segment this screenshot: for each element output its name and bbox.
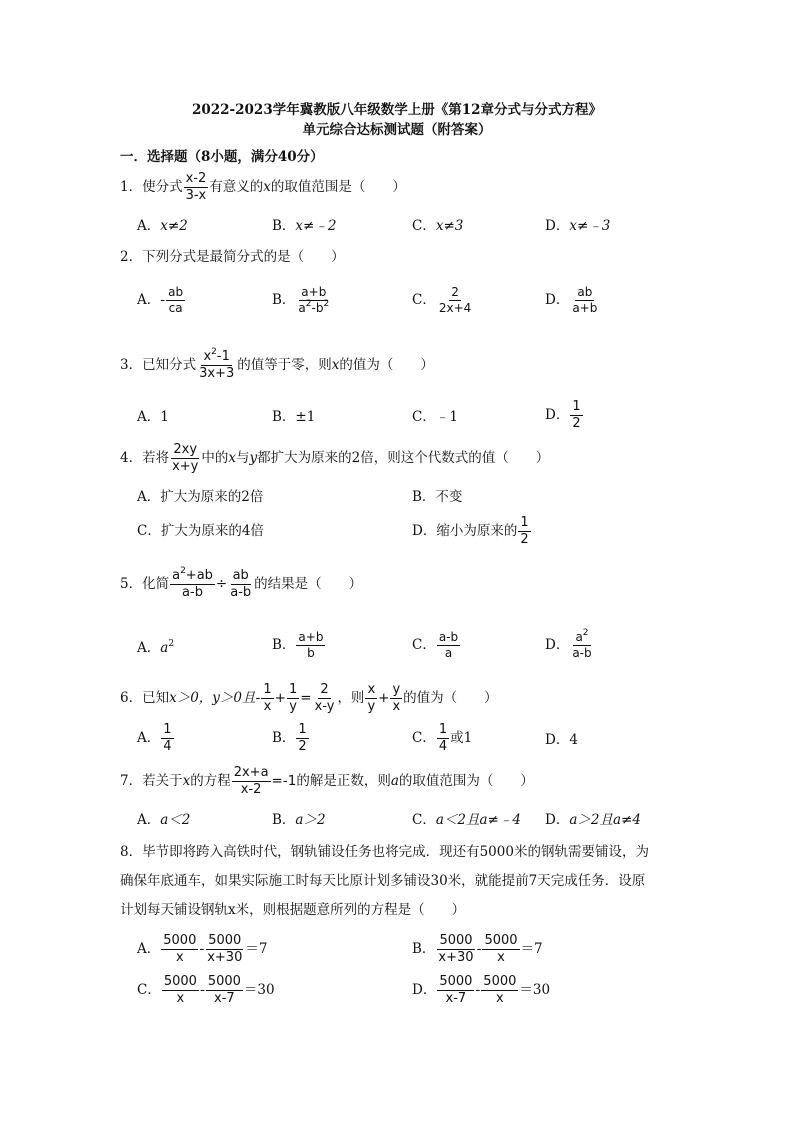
q2-option-a-fraction [166, 285, 185, 316]
q3-option-c[interactable] [412, 408, 458, 426]
q8-option-d-label: D． [412, 982, 437, 998]
q3-option-c-label: C． [412, 409, 436, 425]
q3-option-a[interactable] [137, 408, 169, 426]
q1-number: 1． [120, 179, 143, 195]
q6-f1-num: 1 [263, 682, 272, 697]
q4-option-d[interactable] [412, 515, 532, 548]
q4-option-d-label: D． [412, 523, 437, 539]
q3-post: 的值等于零，则 [237, 357, 332, 373]
q6-plus2: + [378, 690, 390, 706]
q5-b-den: b [307, 646, 315, 660]
q4-var-y: y [249, 450, 258, 466]
q4-option-a-label: A． [137, 489, 161, 505]
question-1 [120, 171, 406, 204]
q7-mid: 的方程 [190, 773, 231, 789]
q5-option-a-text: a [160, 640, 169, 656]
q4-mid: 中的 [201, 450, 229, 466]
q5-option-c-label: C． [412, 637, 436, 653]
q5-d-num-exp: 2 [582, 628, 589, 638]
q8-c-fraction-1 [162, 974, 199, 1007]
q3-var: x [331, 357, 340, 373]
q8-a-d2: x+30 [207, 950, 243, 965]
q5-fraction-2 [228, 568, 253, 601]
q5-d-den: a-b [572, 646, 592, 660]
q5-pre: 化简 [142, 576, 170, 592]
q6-f2-num: 1 [288, 682, 298, 697]
question-2: 2．下列分式是最简分式的是（ ） [120, 249, 345, 265]
q3-option-d[interactable] [545, 399, 584, 432]
q2-c-num: 2 [451, 285, 459, 299]
q3-number: 3． [120, 357, 143, 373]
q3-fraction [197, 349, 236, 382]
q7-number: 7． [120, 773, 143, 789]
title-line-2: 单元综合达标测试题（附答案） [302, 122, 492, 138]
q3-d-den: 2 [572, 416, 581, 431]
q6-f5-num: y [392, 682, 401, 697]
q2-d-num: ab [577, 285, 593, 299]
q7-pre: 若关于 [142, 773, 183, 789]
q3-option-d-fraction [570, 399, 582, 432]
q6-f1-den: x [263, 699, 272, 714]
q8-c-n2: 5000 [207, 974, 241, 989]
q6-plus: + [274, 690, 286, 706]
q3-option-b-label: B． [272, 409, 296, 425]
q3-option-b-text: ±1 [295, 409, 316, 425]
q5-f1-den: a-b [182, 585, 203, 600]
q6-eq: = [300, 690, 312, 706]
q8-b-n2: 5000 [484, 933, 518, 948]
q2-option-b[interactable] [272, 285, 332, 316]
q6-a-den: 4 [163, 739, 172, 754]
q1-var: x [263, 179, 271, 195]
q8-d-n1: 5000 [439, 974, 473, 989]
q1-option-c[interactable] [412, 217, 463, 235]
q6-f2-den: y [289, 699, 297, 714]
q3-num-a: x [203, 349, 212, 364]
q6-option-b[interactable] [272, 722, 310, 755]
q6-option-b-fraction [296, 722, 308, 755]
q8-a-fraction-2 [205, 933, 244, 966]
q3-option-c-text: ﹣1 [435, 409, 458, 425]
q4-post: 都扩大为原来的2倍，则这个代数式的值（ ） [257, 450, 550, 466]
q6-option-c-fraction [437, 722, 449, 755]
q6-option-c-suffix: 或1 [450, 730, 473, 746]
q6-option-a-fraction [161, 722, 173, 755]
q6-b-num: 1 [298, 722, 307, 737]
q7-option-b[interactable] [272, 811, 326, 829]
q3-num-exp: 2 [211, 347, 217, 357]
q8-b-fraction-1 [436, 933, 475, 966]
q1-fraction [184, 171, 209, 204]
q6-option-b-label: B． [272, 730, 296, 746]
q4-option-d-text: 缩小为原来的 [436, 523, 518, 539]
q7-option-a-label: A． [137, 812, 161, 828]
q7-eq: =-1 [271, 773, 297, 789]
q2-a-den: ca [168, 301, 183, 315]
q5-option-a-label: A． [137, 640, 161, 656]
q1-frac-num: x-2 [185, 171, 207, 186]
q1-option-b-label: B． [272, 218, 296, 234]
q5-f1-num [170, 568, 215, 585]
q6-option-c[interactable] [412, 722, 472, 755]
q2-b-den-mid: -b [311, 301, 324, 315]
q8-option-b-label: B． [412, 941, 436, 957]
q5-f2-num: ab [232, 568, 249, 583]
q7-post2: 的取值范围为（ ） [398, 773, 534, 789]
q8-b-op: - [476, 941, 482, 957]
q8-c-d1: x [176, 991, 185, 1006]
q1-option-d-label: D． [545, 218, 570, 234]
q6-b-den: 2 [298, 739, 307, 754]
q1-post2: 的取值范围是（ ） [270, 179, 406, 195]
q8-c-fraction-2 [206, 974, 243, 1007]
q5-option-a-exp: 2 [168, 639, 175, 649]
q5-option-b-label: B． [272, 637, 296, 653]
q5-option-d-fraction [570, 630, 593, 661]
q7-option-a[interactable] [137, 811, 190, 829]
q2-b-den-exp2: 2 [323, 299, 330, 309]
q1-option-c-text: x≠3 [435, 218, 464, 234]
q5-f1-num-b: +ab [185, 568, 213, 583]
q2-option-d[interactable] [545, 285, 600, 316]
q5-option-b[interactable] [272, 630, 326, 661]
q5-c-den: a [444, 646, 453, 660]
q4-var-x: x [228, 450, 236, 466]
q6-option-d[interactable] [545, 731, 578, 749]
q7-option-a-text: a＜2 [160, 812, 191, 828]
q4-option-c-label: C． [137, 523, 161, 539]
q6-neg: - [255, 690, 261, 706]
q8-option-a-label: A． [137, 941, 161, 957]
q5-c-num: a-b [438, 630, 459, 644]
question-7 [120, 765, 534, 798]
q8-c-rhs: ＝30 [243, 982, 275, 998]
q7-fraction [232, 765, 271, 798]
q2-a-num: ab [168, 285, 184, 299]
q6-fraction-3 [313, 682, 337, 715]
q8-c-op: - [199, 982, 205, 998]
q3-frac-den: 3x+3 [199, 366, 235, 381]
q2-b-den [296, 301, 331, 316]
q8-option-a[interactable] [137, 933, 267, 966]
q1-option-a-text: x≠2 [160, 218, 188, 234]
q6-c-den: 4 [438, 739, 448, 754]
q8-c-n1: 5000 [163, 974, 197, 989]
q5-b-num: a+b [298, 630, 324, 644]
q7-option-b-text: a＞2 [295, 812, 326, 828]
q5-option-a[interactable] [137, 639, 174, 657]
q5-f1-num-a: a [172, 568, 181, 583]
q6-option-d-label: D． [545, 732, 570, 748]
q6-option-a[interactable] [137, 722, 175, 755]
q5-number: 5． [120, 576, 143, 592]
q8-d-rhs: ＝30 [519, 982, 551, 998]
q6-then: ，则 [337, 690, 365, 706]
q7-option-b-label: B． [272, 812, 296, 828]
q2-option-b-label: B． [272, 292, 296, 308]
q1-option-d[interactable] [545, 217, 610, 235]
q5-option-c-fraction [437, 630, 460, 661]
q1-option-d-text: x≠﹣3 [569, 218, 611, 234]
q5-d-num-a: a [575, 630, 583, 644]
q4-frac-den: x+y [172, 459, 199, 474]
q6-f4-num: x [367, 682, 376, 697]
q6-pre: 已知 [142, 690, 170, 706]
q8-d-n2: 5000 [483, 974, 517, 989]
q3-num-b: -1 [216, 349, 230, 364]
q8-b-fraction-2 [482, 933, 519, 966]
q4-option-a[interactable] [137, 488, 263, 506]
q8-option-c[interactable] [137, 974, 275, 1007]
q1-frac-den: 3-x [185, 188, 207, 203]
q6-c-num: 1 [438, 722, 448, 737]
q6-f5-den: x [392, 699, 401, 714]
q3-option-a-label: A． [137, 409, 161, 425]
q7-option-d[interactable] [545, 811, 641, 829]
q3-option-b[interactable] [272, 408, 315, 426]
q4-option-d-fraction [518, 515, 530, 548]
q8-a-fraction-1 [161, 933, 198, 966]
q5-option-c[interactable] [412, 630, 461, 661]
q6-a-num: 1 [163, 722, 172, 737]
q6-f3-num: 2 [320, 682, 329, 697]
q7-frac-den: x-2 [240, 782, 262, 797]
q1-option-b[interactable] [272, 217, 336, 235]
q3-option-a-text: 1 [160, 409, 169, 425]
q8-b-d2: x [497, 950, 505, 965]
q8-a-n2: 5000 [208, 933, 242, 948]
q5-option-d[interactable] [545, 630, 595, 661]
q6-f3-den: x-y [314, 699, 335, 714]
q1-option-a-label: A． [137, 218, 161, 234]
q7-frac-num: 2x+a [233, 765, 269, 780]
q5-f1-num-exp: 2 [180, 566, 186, 576]
q1-option-c-label: C． [412, 218, 436, 234]
q8-a-rhs: ＝7 [245, 941, 268, 957]
q8-a-n1: 5000 [163, 933, 197, 948]
q8-option-d[interactable] [412, 974, 550, 1007]
q2-c-den: 2x+4 [438, 301, 472, 315]
q6-post: 的值为（ ） [403, 690, 498, 706]
q4-option-b[interactable] [412, 488, 462, 506]
q2-b-den-a: a [298, 301, 306, 315]
q4-option-b-label: B． [412, 489, 436, 505]
q2-option-a[interactable] [137, 285, 186, 316]
q2-option-c-fraction [437, 285, 473, 316]
q6-condition: x＞0，y＞0且 [169, 690, 256, 706]
q2-option-c[interactable] [412, 285, 474, 316]
q8-a-op: - [199, 941, 205, 957]
q6-f4-den: y [367, 699, 376, 714]
question-8: 8．毕节即将跨入高铁时代，钢轨铺设任务也将完成．现还有5000米的钢轨需要铺设，为确保年底通车，如果实际施工时每天比原计划多铺设30米，就能提前7天完成任务．设原计划每天铺设钢轨x米，则根据题意所列的方程是（ ） [120, 844, 649, 918]
q6-option-c-label: C． [412, 730, 436, 746]
q3-frac-num [201, 349, 231, 366]
q2-option-b-fraction [296, 285, 331, 316]
q3-option-d-label: D． [545, 407, 570, 423]
q8-b-rhs: ＝7 [520, 941, 543, 957]
q5-option-b-fraction [296, 630, 325, 661]
q4-option-c[interactable] [137, 522, 264, 540]
q6-option-d-text: 4 [569, 732, 578, 748]
q8-b-n1: 5000 [439, 933, 473, 948]
question-3 [120, 349, 434, 382]
q2-option-a-sign: - [160, 292, 166, 308]
q8-c-d2: x-7 [214, 991, 235, 1006]
q7-post: 的解是正数，则 [296, 773, 391, 789]
q8-a-d1: x [175, 950, 184, 965]
q8-d-d1: x-7 [445, 991, 467, 1006]
q1-option-a[interactable] [137, 217, 188, 235]
q6-number: 6． [120, 690, 143, 706]
q4-number: 4． [120, 450, 143, 466]
q8-b-d1: x+30 [438, 950, 474, 965]
q7-var: x [182, 773, 191, 789]
title-line-1: 2022-2023学年冀教版八年级数学上册《第12章分式与分式方程》 [191, 102, 603, 118]
q8-option-b[interactable] [412, 933, 543, 966]
q3-pre: 已知分式 [142, 357, 197, 373]
q2-option-c-label: C． [412, 292, 436, 308]
question-5 [120, 568, 362, 601]
q8-d-d2: x [495, 991, 504, 1006]
q3-d-num: 1 [572, 399, 581, 414]
q2-option-d-fraction [570, 285, 599, 316]
q3-post2: 的值为（ ） [339, 357, 434, 373]
q7-option-c-label: C． [412, 812, 436, 828]
q6-option-a-label: A． [137, 730, 161, 746]
q5-fraction-1 [170, 568, 215, 601]
q2-option-d-label: D． [545, 292, 570, 308]
q8-option-c-label: C． [137, 982, 161, 998]
section-heading: 一．选择题（8小题，满分40分） [120, 149, 324, 165]
q4-frac-num: 2xy [173, 442, 198, 457]
q4-d-num: 1 [520, 515, 529, 530]
q4-option-b-text: 不变 [435, 489, 463, 505]
q1-post: 有意义的 [209, 179, 264, 195]
q8-d-op: - [475, 982, 481, 998]
q2-d-den: a+b [572, 301, 598, 315]
q5-post: 的结果是（ ） [254, 576, 363, 592]
q2-b-den-exp: 2 [305, 299, 312, 309]
q4-pre: 若将 [142, 450, 170, 466]
q7-var-a: a [390, 773, 399, 789]
q1-option-b-text: x≠﹣2 [295, 218, 337, 234]
q4-fraction [170, 442, 200, 475]
q5-option-d-label: D． [545, 637, 570, 653]
q6-fraction-1 [261, 682, 273, 715]
q4-option-c-text: 扩大为原来的4倍 [160, 523, 264, 539]
question-4 [120, 442, 549, 475]
q4-d-den: 2 [520, 532, 529, 547]
q7-option-c-text: a＜2且a≠﹣4 [435, 812, 521, 828]
q6-fraction-2 [287, 682, 299, 715]
question-6 [120, 682, 498, 715]
q2-b-num: a+b [301, 285, 327, 299]
q2-option-a-label: A． [137, 292, 161, 308]
q5-divide: ÷ [215, 576, 228, 592]
q8-d-fraction-2 [481, 974, 518, 1007]
q6-fraction-4 [365, 682, 377, 715]
q8-d-fraction-1 [437, 974, 474, 1007]
q1-pre: 使分式 [142, 179, 183, 195]
q7-option-d-label: D． [545, 812, 570, 828]
q4-and: 与 [236, 450, 250, 466]
q7-option-d-text: a＞2且a≠4 [569, 812, 641, 828]
q5-d-num [573, 630, 590, 646]
q7-option-c[interactable] [412, 811, 521, 829]
q4-option-a-text: 扩大为原来的2倍 [160, 489, 264, 505]
q6-fraction-5 [390, 682, 402, 715]
q5-f2-den: a-b [230, 585, 252, 600]
